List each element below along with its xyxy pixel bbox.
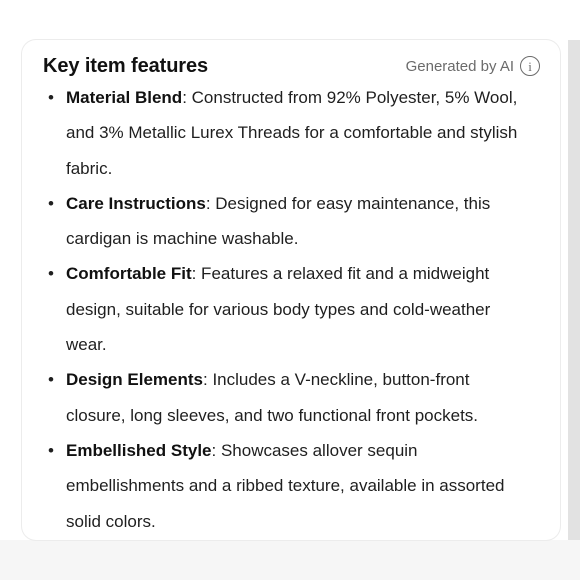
- feature-item: [48, 433, 528, 539]
- generated-by-ai-tag: [406, 56, 540, 76]
- feature-description: : Includes a V-neckline, button-front closure, long sleeves, and two functional front pockets.: [66, 370, 479, 425]
- feature-name: Design Elements: [66, 370, 203, 390]
- info-icon[interactable]: i: [520, 56, 540, 76]
- feature-item: [48, 362, 528, 433]
- feature-description: : Constructed from 92% Polyester, 5% Wool, and 3% Metallic Lurex Threads for a comfortable and stylish fabric.: [66, 88, 518, 178]
- bullet-icon: •: [48, 193, 54, 213]
- bullet-icon: •: [48, 370, 54, 390]
- feature-item: [48, 80, 528, 186]
- bullet-icon: •: [48, 88, 54, 107]
- feature-name: Comfortable Fit: [66, 264, 192, 284]
- feature-name: Material Blend: [66, 88, 183, 107]
- generated-by-ai-label: Generated by AI: [405, 57, 514, 75]
- key-features-card: [22, 40, 560, 540]
- feature-name: Embellished Style: [66, 440, 212, 460]
- card-header: [43, 52, 540, 80]
- features-list: [48, 80, 528, 539]
- bottom-band: [0, 540, 580, 580]
- feature-item: [48, 256, 528, 362]
- scrollbar-track[interactable]: [568, 40, 580, 540]
- feature-description: : Features a relaxed fit and a midweight design, suitable for various body types and cold-weather wear.: [66, 264, 491, 355]
- feature-name: Care Instructions: [66, 193, 206, 213]
- feature-description: : Showcases allover sequin embellishments and a ribbed texture, available in assorted solid colors.: [66, 440, 505, 531]
- bullet-icon: •: [48, 264, 54, 284]
- feature-description: : Designed for easy maintenance, this cardigan is machine washable.: [66, 193, 491, 249]
- card-title: Key item features: [43, 54, 209, 77]
- top-band: [0, 0, 580, 40]
- feature-item: [48, 186, 528, 257]
- bullet-icon: •: [48, 440, 54, 460]
